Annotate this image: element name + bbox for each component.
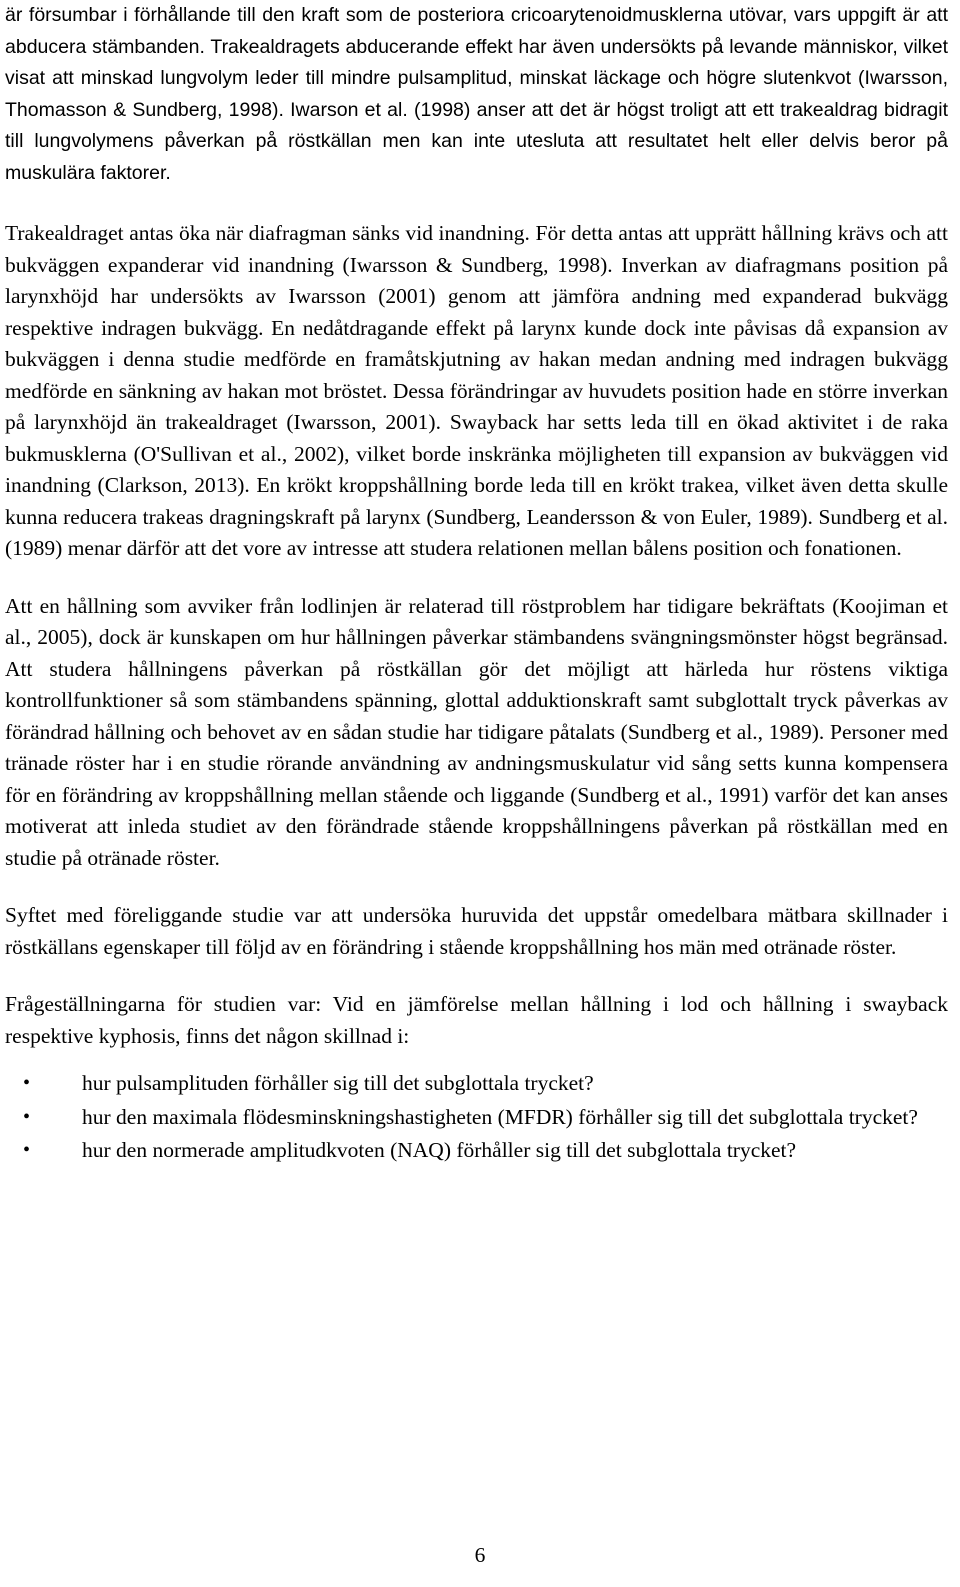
document-page: [5, 0, 948, 1169]
paragraph-tracheal-pull-abduction: är försumbar i förhållande till den kraft som de posteriora cricoarytenoidmusklerna utövar, vars uppgift är att abducera stämbanden. Trakealdragets abducerande effekt har även undersökts på levande människor, vilket visat att minskad lungvolym leder till mindre pulsamplitud, minskat läckage och högre slutenkvot (Iwarsson, Thomasson & Sundberg, 1998). Iwarson et al. (1998) anser att det är högst troligt att ett trakealdrag bidragit till lungvolymens påverkan på röstkällan men kan inte utesluta att resultatet helt eller delvis beror på muskulära faktorer.: [5, 4, 948, 184]
list-item: [5, 1068, 948, 1100]
question-text: hur den maximala flödesminskningshastigheten (MFDR) förhåller sig till det subglottala trycket?: [82, 1104, 918, 1129]
paragraph-research-questions-intro: Frågeställningarna för studien var: Vid en jämförelse mellan hållning i lod och hållning i swayback respektive kyphosis, finns det någon skillnad i:: [5, 992, 948, 1048]
paragraph-diaphragm-tracheal-pull: Trakealdraget antas öka när diafragman sänks vid inandning. För detta antas att upprätt hållning krävs och att bukväggen expanderar vid inandning (Iwarsson & Sundberg, 1998). Inverkan av diafragmans position på larynxhöjd har undersökts av Iwarsson (2001) genom att jämföra andning med expanderad bukvägg respektive indragen bukvägg. En nedåtdragande effekt på larynx kunde dock inte påvisas då expansion av bukväggen i denna studie medförde en framåtskjutning av hakan medan andning med indragen bukvägg medförde en sänkning av hakan mot bröstet. Dessa förändringar av huvudets position hade en större inverkan på larynxhöjd än trakealdraget (Iwarsson, 2001). Swayback har setts leda till en ökad aktivitet i de raka bukmusklerna (O'Sullivan et al., 2002), vilket borde inskränka möjligheten till expansion av bukväggen vid inandning (Clarkson, 2013). En krökt kroppshållning borde leda till en krökt trakea, vilket även detta skulle kunna reducera trakeas dragningskraft på larynx (Sundberg, Leandersson & von Euler, 1989). Sundberg et al. (1989) menar därför att det vore av intresse att studera relationen mellan bålens position och fonationen.: [5, 221, 948, 560]
page-number: 6: [474, 1543, 486, 1567]
question-text: hur den normerade amplitudkvoten (NAQ) förhåller sig till det subglottala trycket?: [82, 1138, 797, 1162]
bullet-icon: •: [23, 1105, 31, 1128]
list-item: [5, 1102, 948, 1134]
bullet-icon: •: [23, 1139, 31, 1161]
bullet-icon: •: [23, 1072, 31, 1094]
list-item: [5, 1135, 948, 1167]
question-text: hur pulsamplituden förhåller sig till det subglottala trycket?: [82, 1071, 594, 1095]
research-questions-list: [5, 1068, 948, 1167]
paragraph-posture-voice-problems: Att en hållning som avviker från lodlinjen är relaterad till röstproblem har tidigare bekräftats (Koojiman et al., 2005), dock är kunskapen om hur hållningen påverkar stämbandens svängningsmönster högst begränsad. Att studera hållningens påverkan på röstkällan gör det möjligt att härleda hur röstens viktiga kontrollfunktioner så som stämbandens spänning, glottal adduktionskraft samt subglottalt tryck påverkas av förändrad hållning och behovet av en sådan studie har tidigare påtalats (Sundberg et al., 1989). Personer med tränade röster har i en studie rörande användning av andningsmuskulatur vid sång setts kunna kompensera för en förändring av kroppshållning mellan stående och liggande (Sundberg et al., 1991) varför det kan anses motiverat att inleda studiet av den förändrade stående kroppshållningens påverkan på röstkällan med en studie på otränade röster.: [5, 593, 948, 870]
paragraph-study-aim: Syftet med föreliggande studie var att undersöka huruvida det uppstår omedelbara mätbara skillnader i röstkällans egenskaper till följd av en förändring i stående kroppshållning hos män med otränade röster.: [5, 903, 948, 959]
